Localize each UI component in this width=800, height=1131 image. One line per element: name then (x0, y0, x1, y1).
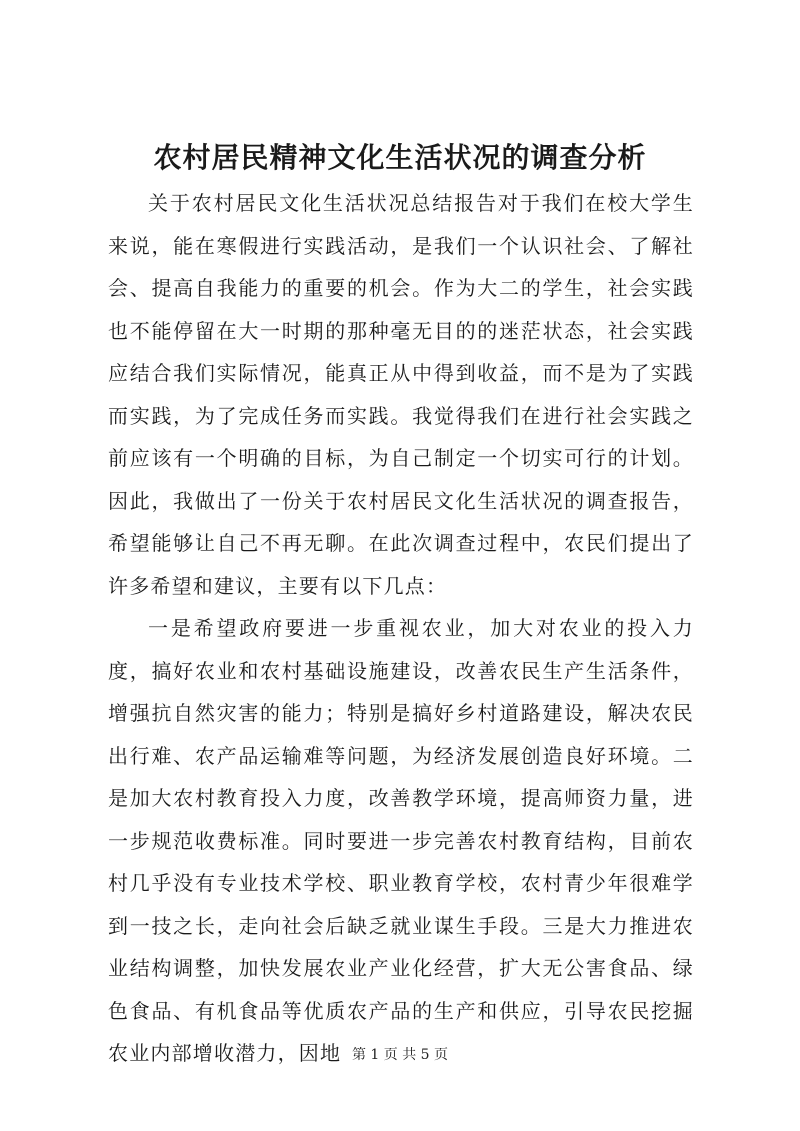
page-footer: 第 1 页 共 5 页 (351, 1047, 449, 1063)
document-body (108, 182, 694, 1075)
paragraph-suggestions: 一是希望政府要进一步重视农业，加大对农业的投入力度，搞好农业和农村基础设施建设，改善农民生产生活条件，增强抗自然灾害的能力；特别是搞好乡村道路建设，解决农民出行难、农产品运输难等问题，为经济发展创造良好环境。二是加大农村教育投入力度，改善教学环境，提高师资力量，进一步规范收费标准。同时要进一步完善农村教育结构，目前农村几乎没有专业技术学校、职业教育学校，农村青少年很难学到一技之长，走向社会后缺乏就业谋生手段。三是大力推进农业结构调整，加快发展农业产业化经营，扩大无公害食品、绿色食品、有机食品等优质农产品的生产和供应，引导农民挖掘农业内部增收潜力，因地 (108, 616, 694, 1065)
document-title: 农村居民精神文化生活状况的调查分析 (153, 141, 647, 174)
paragraph-intro: 关于农村居民文化生活状况总结报告对于我们在校大学生来说，能在寒假进行实践活动，是我们一个认识社会、了解社会、提高自我能力的重要的机会。作为大二的学生，社会实践也不能停留在大一时期的那种毫无目的的迷茫状态，社会实践应结合我们实际情况，能真正从中得到收益，而不是为了实践而实践，为了完成任务而实践。我觉得我们在进行社会实践之前应该有一个明确的目标，为自己制定一个切实可行的计划。因此，我做出了一份关于农村居民文化生活状况的调查报告，希望能够让自己不再无聊。在此次调查过程中，农民们提出了许多希望和建议，主要有以下几点： (108, 191, 694, 598)
